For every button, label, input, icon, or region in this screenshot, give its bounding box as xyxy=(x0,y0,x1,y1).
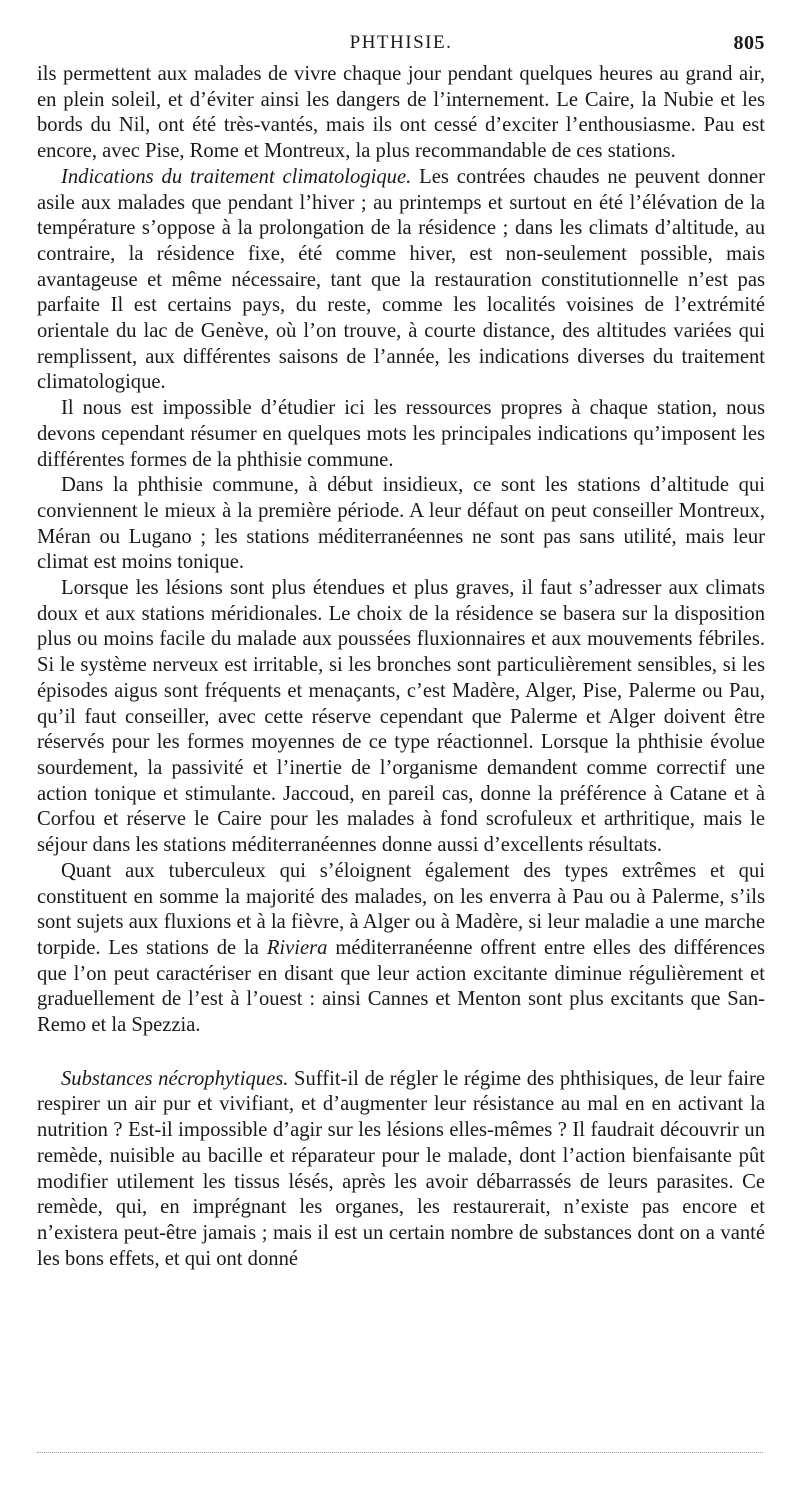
paragraph-text: Suffit-il de régler le régime des phthisiques, de leur faire respirer un air pur et vivifiant, et d’augmenter leur résistance au mal en en activant la nutrition ? Est-il impossible d’agir sur les lésions elles-mêmes ? Il faudrait découvrir un remède, nuisible au bacille et réparateur pour le malade, dont l’action bienfaisante pût modifier utilement les tissus lésés, après les avoir débarrassés de leurs parasites. Ce remède, qui, en imprégnant les organes, les restaurerait, n’existe pas encore et n’existera peut-être jamais ; mais il est un certain nombre de substances dont on a vanté les bons effets, et qui ont donné xyxy=(37,1067,765,1270)
running-head xyxy=(37,28,765,62)
paragraph-station-resources xyxy=(37,396,765,473)
running-title: PHTHISIE. xyxy=(349,32,453,53)
italic-term: Riviera xyxy=(266,936,328,959)
paragraph-necrophytic-substances xyxy=(37,1067,765,1273)
paragraph-text: Les contrées chaudes ne peuvent donner asile aux malades que pendant l’hiver ; au printemps et surtout en été l’élévation de la température s’oppose à la prolongation de la résidence ; dans les climats d’altitude, au contraire, la résidence fixe, été comme hiver, est non-seulement possible, mais avantageuse et même nécessaire, tant que la restauration constitutionnelle n’est pas parfaite Il est certains pays, du reste, comme les localités voisines de l’extrémité orientale du lac de Genève, où l’on trouve, à courte distance, des altitudes variées qui remplissent, aux différentes saisons de l’année, les indications diverses du traitement climatologique. xyxy=(37,165,765,394)
page-number: 805 xyxy=(733,32,765,54)
paragraph-text: Il nous est impossible d’étudier ici les ressources propres à chaque station, nous devons cependant résumer en quelques mots les principales indications qu’imposent les différentes formes de la phthisie commune. xyxy=(37,397,765,471)
paragraph-text: ils permettent aux malades de vivre chaque jour pendant quelques heures au grand air, en plein soleil, et d’éviter ainsi les dangers de l’internement. Le Caire, la Nubie et les bords du Nil, ont été très-vantés, mais ils ont cessé d’exciter l’enthousiasme. Pau est encore, avec Pise, Rome et Montreux, la plus recommandable de ces stations. xyxy=(37,63,765,163)
paragraph-text: Dans la phthisie commune, à début insidieux, ce sont les stations d’altitude qui conviennent le mieux à la première période. A leur défaut on peut conseiller Montreux, Méran ou Lugano ; les stations méditerranéennes ne sont pas sans utilité, mais leur climat est moins tonique. xyxy=(37,474,765,574)
paragraph-tuberculous-patients xyxy=(37,859,765,1039)
section-lead-heading: Indications du traitement climatologique. xyxy=(61,165,412,188)
section-gap xyxy=(37,1039,765,1067)
paragraph-climatological-indications xyxy=(37,165,765,396)
paragraph-text: Lorsque les lésions sont plus étendues et plus graves, il faut s’adresser aux climats doux et aux stations méridionales. Le choix de la résidence se basera sur la disposition plus ou moins facile du malade aux poussées fluxionnaires et aux mouvements fébriles. Si le système nerveux est irritable, si les bronches sont particulièrement sensibles, si les épisodes aigus sont fréquents et menaçants, c’est Madère, Alger, Pise, Palerme ou Pau, qu’il faut conseiller, avec cette réserve cependant que Palerme et Alger doivent être réservés pour les formes moyennes de ce type réactionnel. Lorsque la phthisie évolue sourdement, la passivité et l’inertie de l’organisme demandent comme correctif une action tonique et stimulante. Jaccoud, en pareil cas, donne la préférence à Catane et à Corfou et réserve le Caire pour les malades à fond scrofuleux et arthritique, mais le séjour dans les stations méditerranéennes donne aussi d’excellents résultats. xyxy=(37,577,765,857)
book-page xyxy=(37,28,765,1272)
paragraph-text: Quant aux tuberculeux qui s’éloignent également des types extrêmes et qui constituent en somme la majorité des malades, on les enverra à Pau ou à Palerme, s’ils sont sujets aux fluxions et à la fièvre, à Alger ou à Madère, si leur maladie a une marche torpide. Les stations de la xyxy=(37,859,765,959)
bottom-page-rule xyxy=(37,1452,763,1453)
paragraph-text-continued: méditerranéenne offrent entre elles des différences que l’on peut caractériser en disant que leur action excitante diminue régulièrement et graduellement de l’est à l’ouest : ainsi Cannes et Menton sont plus excitants que San-Remo et la Spezzia. xyxy=(37,936,766,1037)
paragraph-common-phthisis xyxy=(37,473,765,576)
section-lead-heading: Substances nécrophytiques. xyxy=(61,1067,289,1090)
paragraph-advanced-lesions xyxy=(37,576,765,859)
paragraph-continuation xyxy=(37,62,765,165)
